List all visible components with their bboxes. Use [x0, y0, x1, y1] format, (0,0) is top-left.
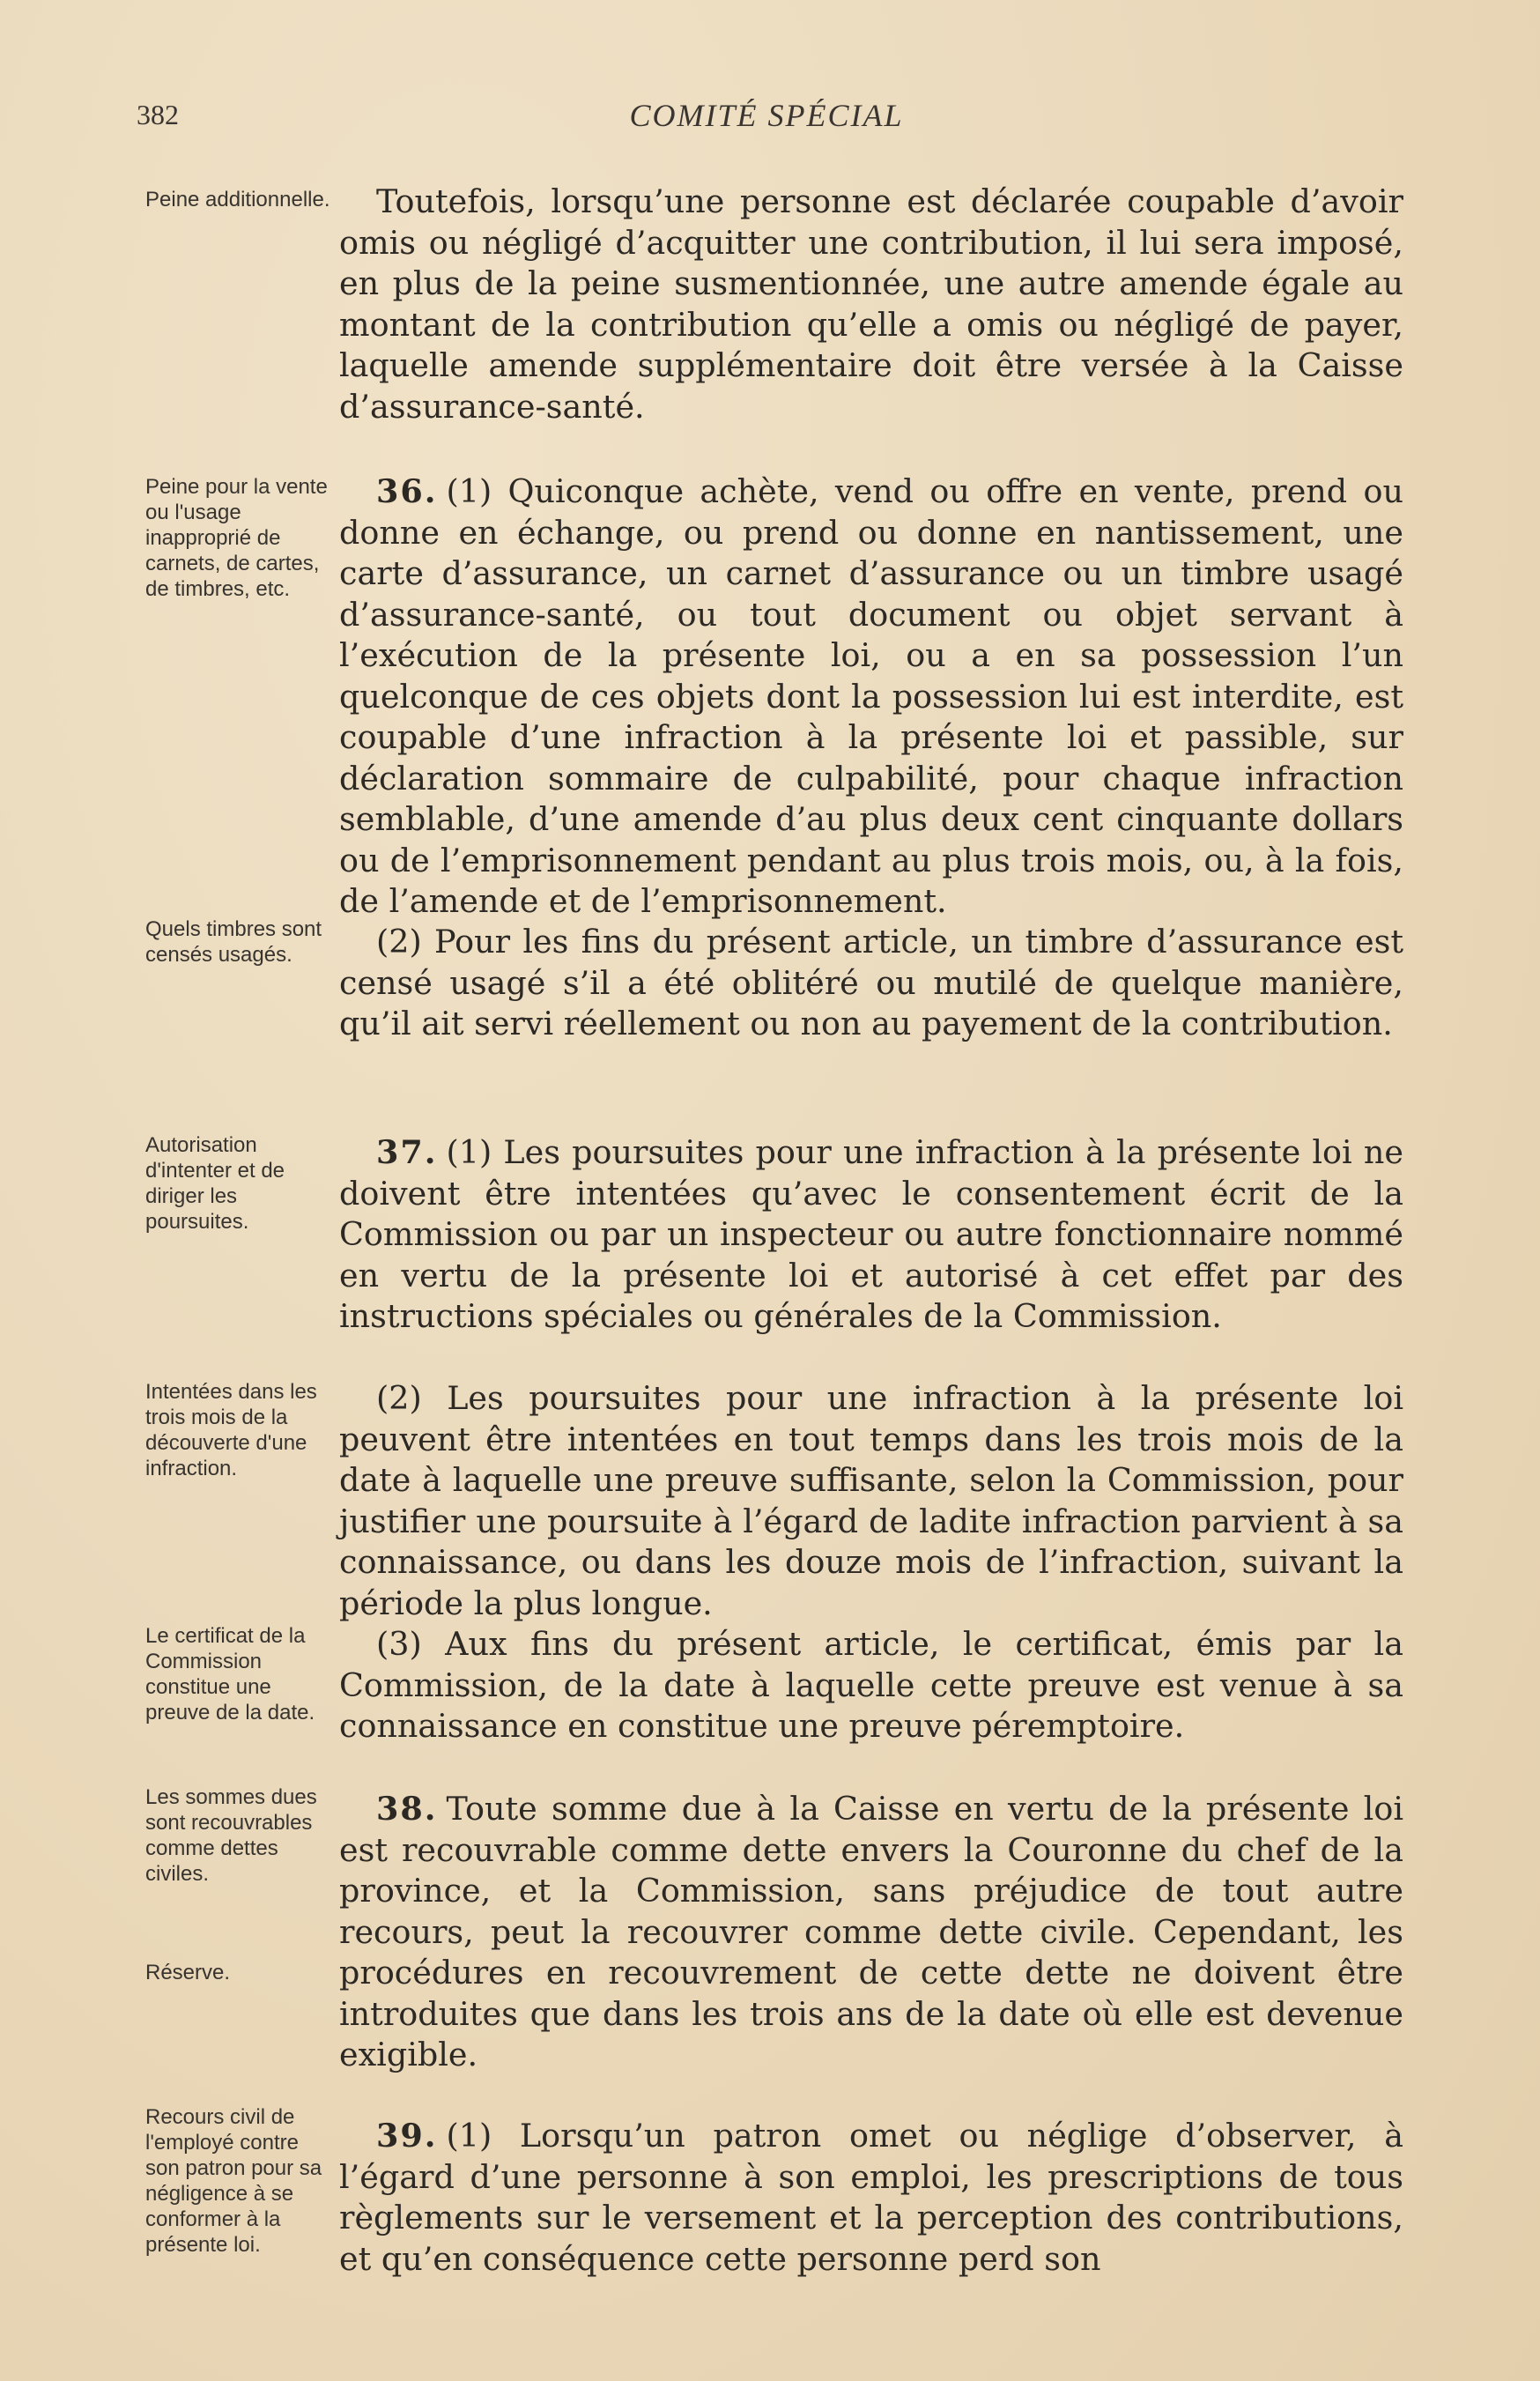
running-head: COMITÉ SPÉCIAL [629, 98, 904, 133]
sidenote-reserve: Réserve. [145, 1961, 231, 1984]
section-39-1-text: (1) Lorsqu’un patron omet ou néglige d’observer, à l’égard d’une personne à son emploi, les prescriptions de tous règlements sur le versement et la perception des contributions, et qu’en conséquence cette personne perd son [339, 2117, 1403, 2278]
sidenote-sommes-dues: Les sommes dues sont recouvrables comme dettes civiles. [145, 1785, 317, 1886]
sidenote-peine-additionnelle: Peine additionnelle. [145, 188, 330, 211]
sidenote-autorisation-poursuites: Autorisation d'intenter et de diriger les poursuites. [145, 1133, 285, 1234]
page-number: 382 [137, 99, 179, 130]
section-37-1-text: (1) Les poursuites pour une infraction à la présente loi ne doivent être intentées qu’avec le consentement écrit de la Commission ou par un inspecteur ou autre fonctionnaire nommé en vertu de la présente loi et autorisé à cet effet par des instructions spéciales ou générales de la Commission. [339, 1133, 1403, 1335]
sidenote-peine-vente: Peine pour la vente ou l'usage inapproprié de carnets, de cartes, de timbres, etc. [145, 475, 328, 601]
sidenote-certificat: Le certificat de la Commission constitue une preuve de la date. [145, 1624, 315, 1725]
section-36-1-text: (1) Quiconque achète, vend ou offre en vente, prend ou donne en échange, ou prend ou donne en nantissement, une carte d’assurance, un carnet d’assurance ou un timbre usagé d’assurance-santé, ou tout document ou objet servant à l’exécution de la présente loi, ou a en sa possession l’un quelconque de ces objets dont la possession lui est interdite, est coupable d’une infraction à la présente loi et passible, sur déclaration sommaire de culpabilité, pour chaque infraction semblable, d’une amende d’au plus deux cent cinquante dollars ou de l’emprisonnement pendant au plus trois mois, ou, à la fois, de l’amende et de l’emprisonnement. [339, 472, 1403, 920]
section-number-37: 37. [376, 1133, 438, 1171]
section-37-3: (3) Aux fins du présent article, le certificat, émis par la Commission, de la date à laquelle cette preuve est venue à sa connaissance en constitue une preuve péremptoire. [339, 1625, 1403, 1745]
section-36-1 [339, 471, 1403, 923]
section-37-1 [339, 1132, 1403, 1338]
section-36-2: (2) Pour les fins du présent article, un timbre d’assurance est censé usagé s’il a été oblitéré ou mutilé de quelque manière, qu’il ait servi réellement ou non au payement de la contribution. [339, 923, 1403, 1042]
sidenote-timbres-usages: Quels timbres sont censés usagés. [145, 917, 322, 967]
sidenote-delai-poursuites: Intentées dans les trois mois de la découverte d'une infraction. [145, 1380, 317, 1480]
section-number-38: 38. [376, 1790, 438, 1828]
paragraph-toutefois: Toutefois, lorsqu’une personne est déclarée coupable d’avoir omis ou négligé d’acquitter une contribution, il lui sera imposé, en plus de la peine susmentionnée, une autre amende égale au montant de la contribution qu’elle a omis ou négligé de payer, laquelle amende supplémentaire doit être versée à la Caisse d’assurance-santé. [339, 182, 1403, 426]
section-37-2: (2) Les poursuites pour une infraction à la présente loi peuvent être intentées en tout temps dans les trois mois de la date à laquelle une preuve suffisante, selon la Commission, pour justifier une poursuite à l’égard de ladite infraction parvient à sa connaissance, ou dans les douze mois de l’infraction, suivant la période la plus longue. [339, 1379, 1403, 1622]
section-number-36: 36. [376, 472, 438, 510]
sidenote-recours-civil: Recours civil de l'employé contre son patron pour sa négligence à se conformer à la présente loi. [145, 2105, 322, 2257]
section-38-text: Toute somme due à la Caisse en vertu de la présente loi est recouvrable comme dette envers la Couronne du chef de la province, et la Commission, sans préjudice de tout autre recours, peut la recouvrer comme dette civile. Cependant, les procédures en recouvrement de cette dette ne doivent être introduites que dans les trois ans de la date où elle est devenue exigible. [339, 1790, 1403, 2073]
section-number-39: 39. [376, 2117, 438, 2155]
section-39-1 [339, 2116, 1403, 2280]
section-38 [339, 1789, 1403, 2076]
